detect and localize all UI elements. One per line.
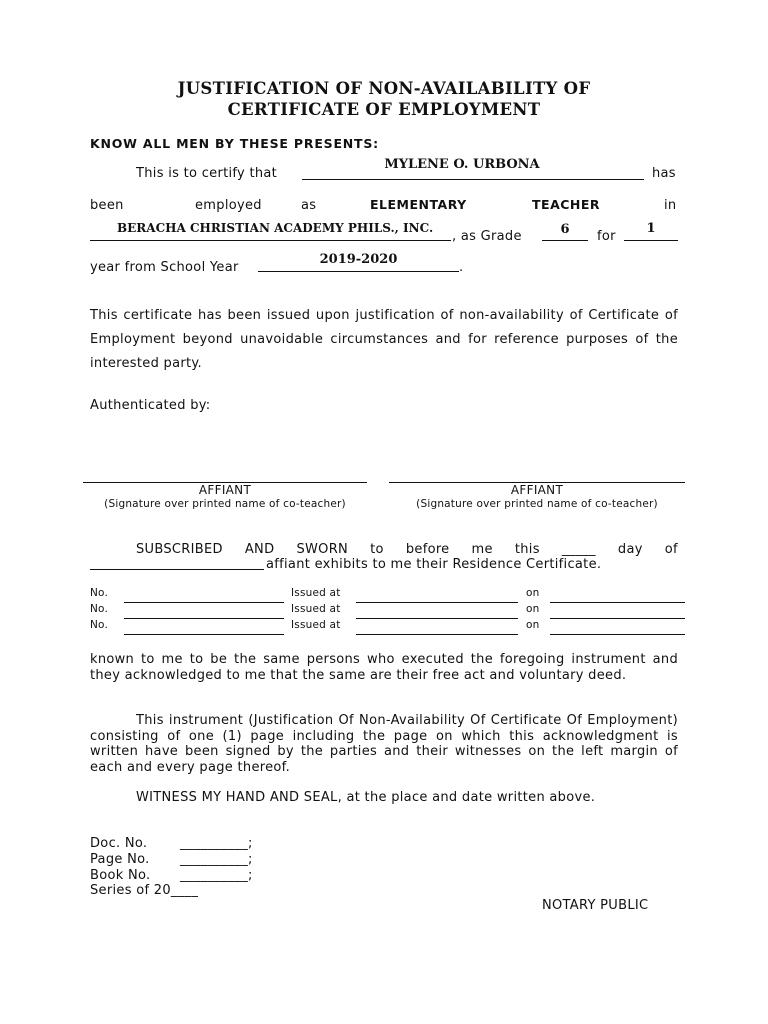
notary-public: NOTARY PUBLIC: [542, 898, 649, 913]
and-word: AND: [244, 542, 275, 557]
page-no-blank: __________;: [180, 852, 253, 867]
on-underline-2: [550, 618, 685, 619]
issued-at-underline-1: [356, 602, 518, 603]
affiant-1-note: (Signature over printed name of co-teacher): [104, 498, 346, 510]
issued-at-label-2: Issued at: [291, 603, 341, 615]
witness-line: WITNESS MY HAND AND SEAL, at the place and date written above.: [136, 790, 596, 805]
on-label-2: on: [526, 603, 540, 615]
for-word: for: [597, 229, 616, 244]
in-word: in: [664, 198, 677, 213]
of-word: of: [664, 542, 678, 557]
years-value: 1: [646, 221, 656, 236]
issued-at-label-3: Issued at: [291, 619, 341, 631]
day-blank: _____: [561, 542, 596, 557]
before-word: before: [405, 542, 450, 557]
document-title-line-2: CERTIFICATE OF EMPLOYMENT: [227, 100, 541, 119]
affiant-1-label: AFFIANT: [198, 483, 252, 497]
as-word: as: [301, 198, 317, 213]
position-elementary: ELEMENTARY: [370, 197, 467, 212]
no-underline-1: [124, 602, 284, 603]
document-title-line-1: JUSTIFICATION OF NON-AVAILABILITY OF: [177, 79, 591, 98]
no-underline-3: [124, 634, 284, 635]
day-word: day: [617, 542, 643, 557]
school-name: BERACHA CHRISTIAN ACADEMY PHILS., INC.: [117, 221, 434, 235]
employee-name: MYLENE O. URBONA: [384, 157, 540, 172]
subscribed-word: SUBSCRIBED: [136, 542, 223, 557]
know-all-men-heading: KNOW ALL MEN BY THESE PRESENTS:: [90, 136, 379, 151]
school-year-value: 2019-2020: [319, 252, 398, 267]
no-underline-2: [124, 618, 284, 619]
school-year-underline: [258, 271, 459, 272]
issued-at-underline-2: [356, 618, 518, 619]
issued-at-label-1: Issued at: [291, 587, 341, 599]
affiant-2-note: (Signature over printed name of co-teacher): [416, 498, 658, 510]
doc-no-blank: __________;: [180, 836, 253, 851]
school-underline: [90, 240, 451, 241]
name-underline: [302, 179, 644, 180]
no-label-1: No.: [90, 587, 109, 599]
affiant-exhibits-text: affiant exhibits to me their Residence Certificate.: [266, 557, 602, 572]
page-no-label: Page No.: [90, 852, 150, 867]
me-word: me: [471, 542, 493, 557]
as-grade-text: , as Grade: [452, 229, 522, 244]
certify-prefix: This is to certify that: [136, 166, 278, 181]
employed-word: employed: [195, 198, 262, 213]
series-label: Series of 20____: [90, 883, 199, 898]
position-teacher: TEACHER: [532, 197, 601, 212]
on-label-1: on: [526, 587, 540, 599]
no-label-3: No.: [90, 619, 109, 631]
been-word: been: [90, 198, 124, 213]
has-word: has: [652, 166, 676, 181]
book-no-blank: __________;: [180, 868, 253, 883]
sworn-word: SWORN: [296, 542, 349, 557]
known-paragraph: known to me to be the same persons who executed the foregoing instrument and they acknowledged to me that the same are their free act and voluntary deed.: [90, 652, 678, 683]
on-label-3: on: [526, 619, 540, 631]
years-underline: [624, 240, 678, 241]
doc-no-label: Doc. No.: [90, 836, 148, 851]
subscribed-line: [136, 542, 678, 557]
place-underline: [90, 569, 264, 570]
year-from-text: year from School Year: [90, 260, 239, 275]
issued-at-underline-3: [356, 634, 518, 635]
grade-underline: [542, 240, 588, 241]
on-underline-3: [550, 634, 685, 635]
period: .: [459, 260, 464, 275]
authenticated-by: Authenticated by:: [90, 398, 211, 413]
issued-paragraph: This certificate has been issued upon justification of non-availability of Certificate of Employment beyond unavoidable circumstances and for reference purposes of the interested party.: [90, 308, 678, 371]
instrument-paragraph: This instrument (Justification Of Non-Availability Of Certificate Of Employment) consisting of one (1) page including the page on which this acknowledgment is written have been signed by the parties and their witnesses on the left margin of each and every page thereof.: [90, 713, 678, 775]
no-label-2: No.: [90, 603, 109, 615]
this-word: this: [514, 542, 540, 557]
on-underline-1: [550, 602, 685, 603]
book-no-label: Book No.: [90, 868, 151, 883]
to-word: to: [370, 542, 384, 557]
grade-value: 6: [560, 222, 570, 237]
affiant-2-label: AFFIANT: [510, 483, 564, 497]
